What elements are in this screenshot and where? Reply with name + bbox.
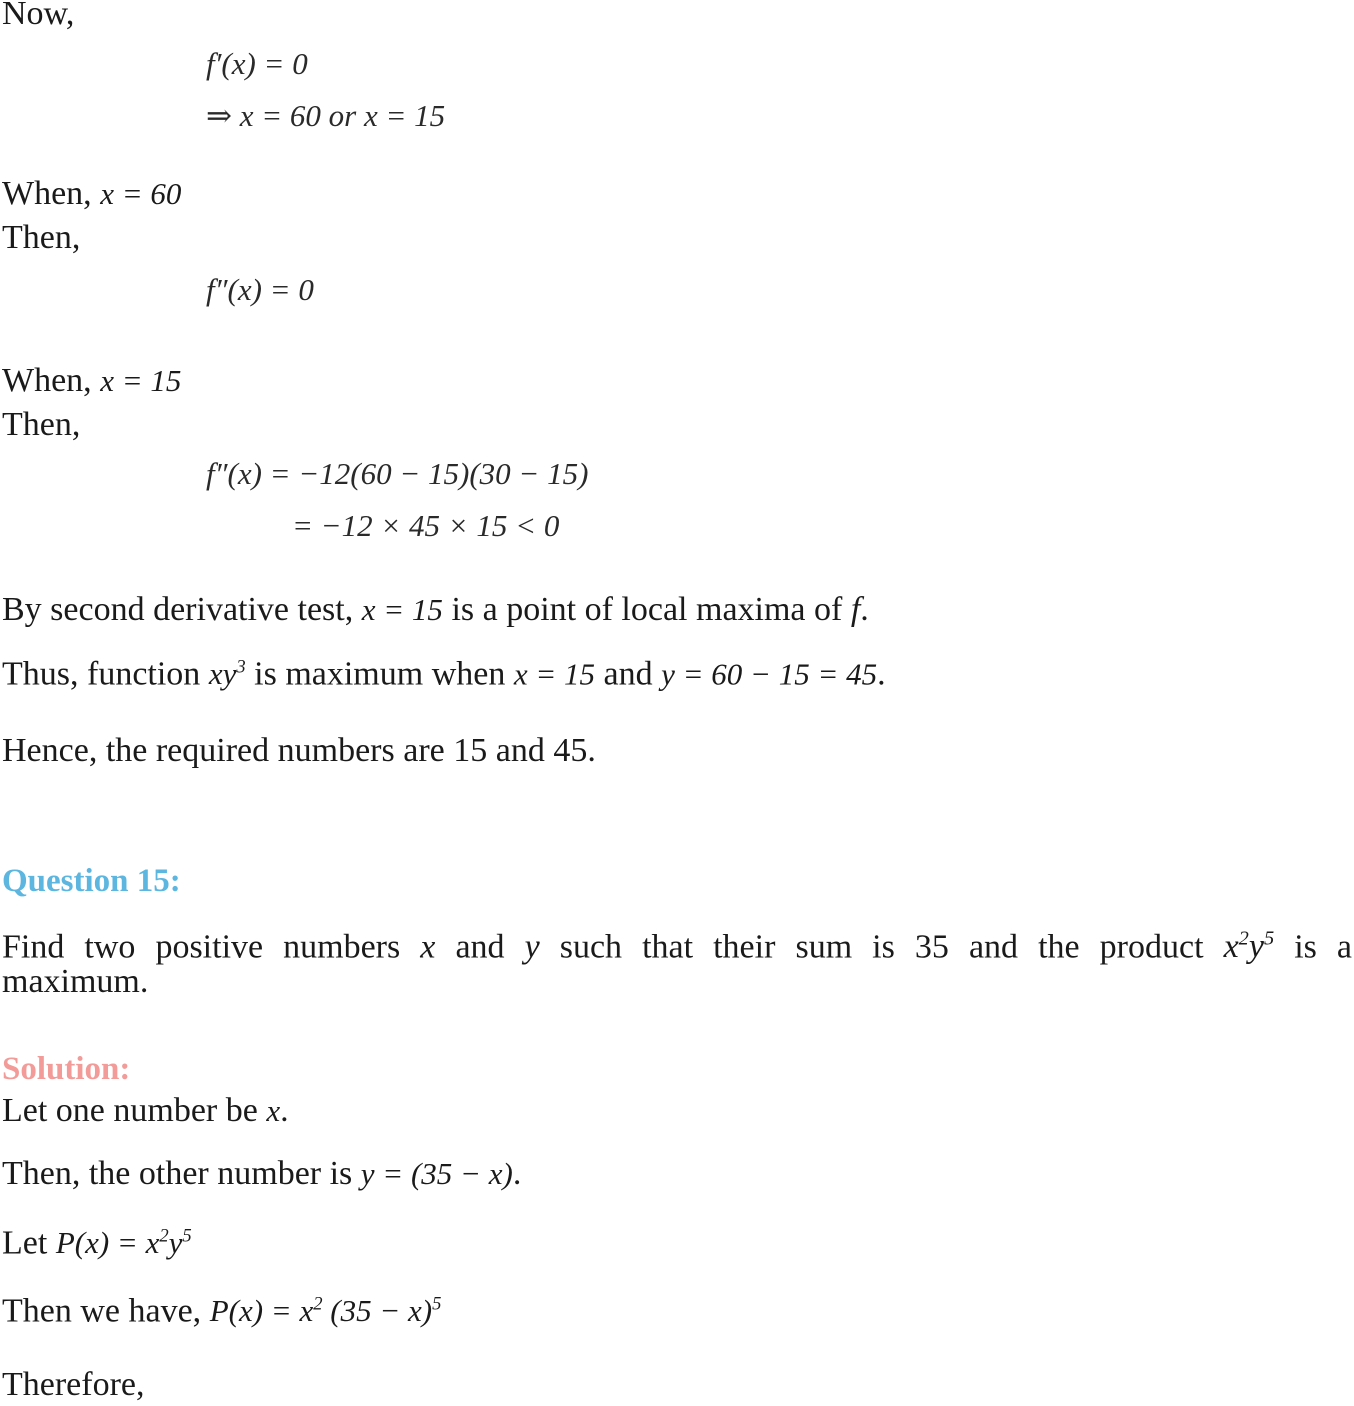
sol1-text: Let one number be (2, 1092, 258, 1129)
sol1-math: x (266, 1093, 281, 1128)
sol4-math (210, 1293, 442, 1328)
sol3-math (56, 1225, 192, 1260)
then-label-1: Then, (2, 219, 81, 256)
thus-line-text-mid: is maximum when (254, 655, 506, 693)
test-line-text-mid: is a point of local maxima of (451, 591, 843, 628)
solution-heading: Solution: (2, 1051, 131, 1087)
sol3-sup-a: 2 (159, 1226, 169, 1247)
sol4-sup-b: 5 (432, 1294, 442, 1315)
test-line-math-f: f (850, 591, 861, 628)
product-y-exponent: 5 (1263, 928, 1275, 950)
therefore-label: Therefore, (2, 1366, 145, 1403)
test-line-math-x: x = 15 (361, 592, 443, 627)
now-label: Now, (2, 0, 75, 32)
thus-line-math-y: y = 60 − 15 = 45 (661, 656, 878, 692)
sol4-sup-a: 2 (313, 1294, 323, 1315)
question-text: Find two positive numbers (2, 928, 401, 966)
question-text-mid: such that their sum is 35 and the product (559, 928, 1204, 966)
sol2-math: y = (35 − x) (360, 1156, 513, 1191)
solution-line-2 (2, 1154, 521, 1194)
test-line-period: . (860, 591, 869, 628)
question-and: and (455, 928, 505, 966)
second-derivative-test-line (2, 590, 869, 630)
thus-line-math-xy3 (209, 656, 246, 691)
sol1-period: . (280, 1092, 289, 1129)
when-label: When, (2, 175, 92, 212)
thus-line-text: Thus, function (2, 655, 201, 693)
question-text-end: is a (1294, 928, 1353, 966)
solution-line-3 (2, 1217, 192, 1263)
equation-critical-points: ⇒ x = 60 or x = 15 (206, 98, 446, 133)
sol2-period: . (512, 1155, 522, 1192)
question-math-product (1224, 928, 1275, 965)
test-line-text: By second derivative test, (2, 591, 354, 628)
sol3-text: Let (2, 1224, 48, 1262)
hence-line: Hence, the required numbers are 15 and 45. (2, 732, 596, 769)
solution-line-4 (2, 1285, 441, 1331)
thus-line-period: . (877, 655, 886, 693)
question-math-x: x (420, 928, 436, 966)
product-x-exponent: 2 (1238, 928, 1249, 950)
then-label-2: Then, (2, 406, 81, 443)
sol3-math-a: P(x) = x (55, 1225, 160, 1261)
xy-exponent: 3 (236, 657, 246, 678)
sol3-sup-b: 5 (182, 1226, 192, 1247)
question-heading: Question 15: (2, 863, 181, 899)
question-text-line1 (2, 918, 1352, 968)
thus-line-and: and (603, 655, 653, 693)
question-math-y: y (524, 928, 540, 966)
thus-line (2, 648, 886, 694)
when-label: When, (2, 362, 92, 399)
sol4-math-b: (35 − x) (330, 1293, 433, 1329)
sol3-math-b: y (168, 1225, 183, 1261)
equation-second-derivative-result: = −12 × 45 × 15 < 0 (292, 508, 560, 543)
equation-second-derivative-x60: f″(x) = 0 (206, 272, 314, 307)
equation-first-derivative-zero: f′(x) = 0 (206, 46, 308, 81)
product-x: x (1223, 928, 1239, 966)
sol4-text: Then we have, (2, 1292, 202, 1330)
solution-line-1 (2, 1091, 289, 1131)
xy-base: xy (208, 656, 237, 692)
when-x15-math: x = 15 (100, 363, 182, 398)
when-x60-line (2, 174, 181, 214)
sol2-text: Then, the other number is (2, 1155, 353, 1192)
product-y: y (1248, 928, 1264, 966)
question-text-line2: maximum. (2, 963, 149, 1000)
when-x60-math: x = 60 (100, 176, 182, 211)
sol4-math-a: P(x) = x (209, 1293, 314, 1329)
thus-line-math-x: x = 15 (513, 656, 596, 692)
when-x15-line (2, 361, 181, 401)
equation-second-derivative-x15: f″(x) = −12(60 − 15)(30 − 15) (206, 456, 589, 491)
